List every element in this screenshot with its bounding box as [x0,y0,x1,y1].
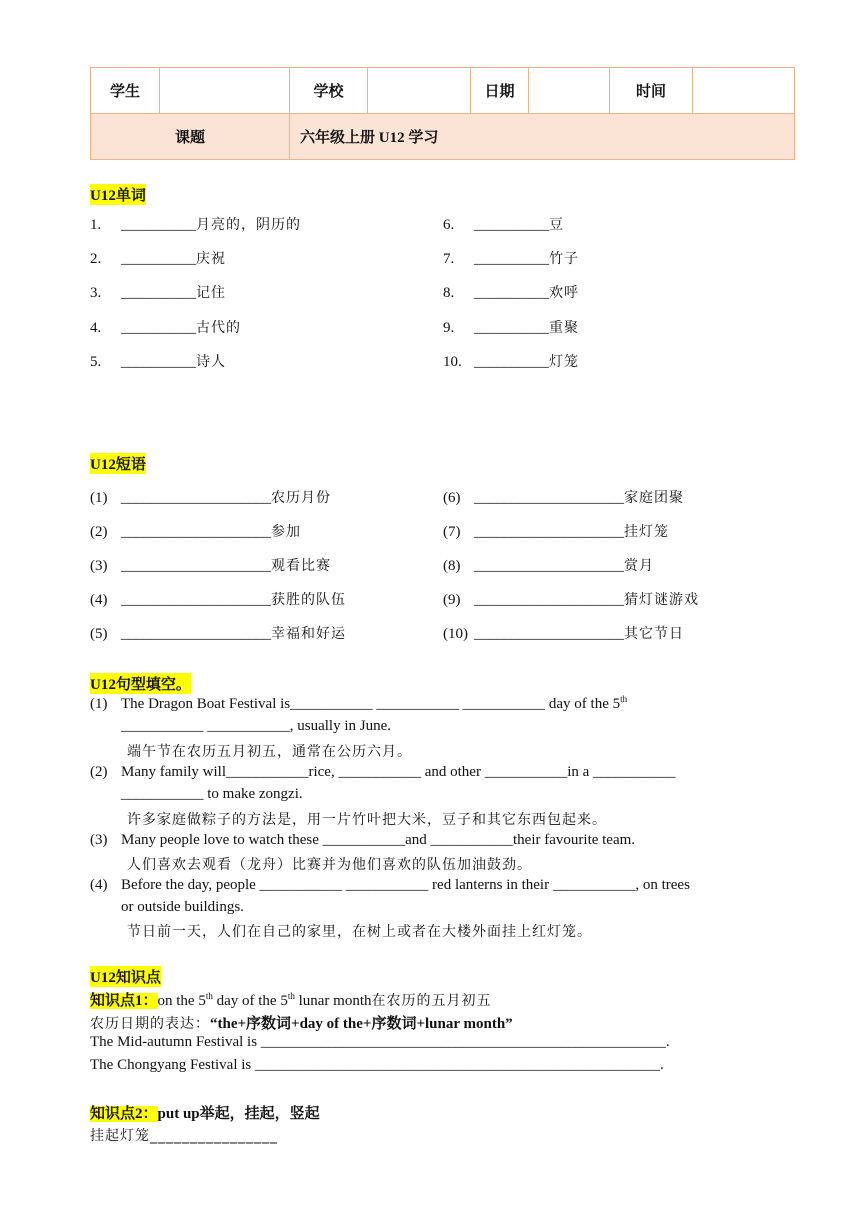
words-item-blank[interactable]: __________ [474,319,549,336]
phrases-item-meaning: 获胜的队伍 [271,592,346,608]
phrases-item-number: (10) [443,626,468,642]
phrases-item-blank[interactable]: ____________________ [121,626,271,642]
phrases-item-blank[interactable]: ____________________ [474,490,624,506]
phrases-item-blank[interactable]: ____________________ [474,558,624,574]
words-item [90,317,241,337]
time-value-cell[interactable] [693,68,795,114]
time-label: 时间 [610,68,693,114]
phrases-item-number: (9) [443,592,461,608]
phrases-item [90,555,331,575]
phrases-item-blank[interactable]: ____________________ [474,626,624,642]
phrases-item-meaning: 观看比赛 [271,558,331,574]
words-item-number: 4. [90,319,102,336]
phrases-item-number: (5) [90,626,108,642]
words-item-blank[interactable]: __________ [121,251,196,268]
words-item [90,248,226,268]
phrases-item-number: (2) [90,524,108,540]
sentence-4-line-2: or outside buildings. [121,899,244,915]
k1-text-c: lunar month [294,993,372,1009]
k1-text-b: day of the 5 [212,993,288,1009]
words-item-number: 7. [443,251,455,268]
phrases-item-number: (1) [90,490,108,506]
words-item-meaning: 月亮的，阴历的 [196,217,301,233]
sentence-3-line-1: Many people love to watch these ___________and ___________their favourite team. [121,832,636,848]
phrases-item-number: (6) [443,490,461,506]
hang-lanterns-line [90,1125,278,1145]
knowledge-point-1 [90,989,492,1010]
words-item-number: 2. [90,251,102,268]
phrases-item-meaning: 参加 [271,524,301,540]
date-value-cell[interactable] [529,68,610,114]
words-item [90,282,226,302]
phrases-item-number: (8) [443,558,461,574]
phrases-item-number: (7) [443,524,461,540]
sentence-2-chinese: 许多家庭做粽子的方法是，用一片竹叶把大米，豆子和其它东西包起来。 [127,812,607,828]
sentence-4-line-1: Before the day, people ___________ ___________ red lanterns in their ___________, on trees [121,877,690,893]
words-item-blank[interactable]: __________ [474,217,549,233]
knowledge-point-2-label: 知识点2： [90,1106,158,1122]
words-item-number: 8. [443,285,455,302]
phrases-item-meaning: 猜灯谜游戏 [624,592,699,608]
words-item-number: 1. [90,217,102,233]
k1-sup-1: th [205,991,213,1001]
words-item-number: 5. [90,353,102,370]
phrases-item-number: (3) [90,558,108,574]
words-item-blank[interactable]: __________ [121,217,196,233]
sentence-4-chinese: 节日前一天，人们在自己的家里，在树上或者在大楼外面挂上红灯笼。 [127,924,592,940]
mid-autumn-line: The Mid-autumn Festival is ______________________________________________________. [90,1034,670,1050]
phrases-item-blank[interactable]: ____________________ [121,490,271,506]
k1-chinese: 在农历的五月初五 [371,993,492,1009]
words-item-meaning: 记住 [196,285,226,302]
date-expression [90,1012,513,1033]
phrases-item [443,555,654,575]
words-item-meaning: 竹子 [549,251,579,268]
phrases-item-blank[interactable]: ____________________ [121,524,271,540]
sentence-2-number: (2) [90,764,108,780]
phrases-item-meaning: 幸福和好运 [271,626,346,642]
knowledge-point-1-label: 知识点1： [90,993,158,1009]
sentence-2-line-2: ___________ to make zongzi. [121,786,303,802]
phrases-item [90,623,346,643]
knowledge-point-2-text: put up举起，挂起，竖起 [157,1106,320,1122]
phrases-item-meaning: 农历月份 [271,490,331,506]
phrases-item-blank[interactable]: ____________________ [121,558,271,574]
sentence-3-chinese: 人们喜欢去观看（龙舟）比赛并为他们喜欢的队伍加油鼓劲。 [127,857,532,873]
words-item-number: 3. [90,285,102,302]
words-item-blank[interactable]: __________ [121,285,196,302]
date-expression-label: 农历日期的表达： [90,1016,210,1032]
phrases-item-blank[interactable]: ____________________ [121,592,271,608]
k1-text-a: on the 5 [157,993,206,1009]
sentence-1-text-a: The Dragon Boat Festival is___________ ___________ ___________ day of the 5 [121,696,621,712]
words-item-meaning: 欢呼 [549,285,579,302]
words-item-meaning: 古代的 [196,319,241,336]
phrases-item-meaning: 赏月 [624,558,654,574]
topic-label: 课题 [91,114,290,160]
words-item-blank[interactable]: __________ [474,251,549,268]
phrases-item [443,521,669,541]
phrases-item [90,589,346,609]
student-label: 学生 [91,68,160,114]
sentence-1-sup: th [620,694,628,704]
student-value-cell[interactable] [160,68,290,114]
sentence-3-number: (3) [90,832,108,848]
school-value-cell[interactable] [368,68,471,114]
words-item-number: 10. [443,353,462,370]
words-item-meaning: 灯笼 [549,353,579,370]
words-item-number: 6. [443,217,455,233]
chongyang-line: The Chongyang Festival is ______________________________________________________. [90,1057,664,1073]
phrases-item-meaning: 家庭团聚 [624,490,684,506]
phrases-item-meaning: 挂灯笼 [624,524,669,540]
phrases-item-blank[interactable]: ____________________ [474,592,624,608]
words-item-meaning: 豆 [549,217,564,233]
words-item-blank[interactable]: __________ [474,285,549,302]
sentence-2-line-1: Many family will___________rice, ___________ and other ___________in a ___________ [121,764,676,780]
date-label: 日期 [471,68,529,114]
words-item [443,317,579,337]
sentences-section-title: U12句型填空。 [90,673,191,694]
words-item-meaning: 重聚 [549,319,579,336]
phrases-item-meaning: 其它节日 [624,626,684,642]
phrases-item-number: (4) [90,592,108,608]
sentence-1-line-1 [121,696,627,713]
words-item-blank[interactable]: __________ [121,319,196,336]
header-table [90,67,795,160]
phrases-item [443,589,699,609]
words-item [443,214,564,234]
phrases-item [443,487,684,507]
sentence-4-number: (4) [90,877,108,893]
knowledge-point-2 [90,1102,320,1123]
phrases-item-blank[interactable]: ____________________ [474,524,624,540]
date-expression-formula: “the+序数词+day of the+序数词+lunar month” [210,1016,513,1032]
words-section-title: U12单词 [90,184,146,205]
knowledge-section-title: U12知识点 [90,966,161,987]
words-item-meaning: 诗人 [196,353,226,370]
school-label: 学校 [290,68,368,114]
words-item [443,282,579,302]
words-item [443,248,579,268]
phrases-item [90,521,301,541]
topic-value: 六年级上册 U12 学习 [290,114,795,160]
sentence-1-number: (1) [90,696,108,712]
k1-sup-2: th [287,991,295,1001]
words-item-blank[interactable]: __________ [121,353,196,370]
words-item [90,214,301,234]
words-item-blank[interactable]: __________ [474,353,549,370]
words-item-number: 9. [443,319,455,336]
words-item-meaning: 庆祝 [196,251,226,268]
words-item [443,351,579,371]
phrases-item [443,623,684,643]
hang-lanterns-text: 挂起灯笼________________ [90,1128,278,1144]
phrases-section-title: U12短语 [90,453,146,474]
sentence-1-line-2: ___________ ___________, usually in June. [121,718,391,734]
phrases-item [90,487,331,507]
words-item [90,351,226,371]
sentence-1-chinese: 端午节在农历五月初五，通常在公历六月。 [127,744,412,760]
